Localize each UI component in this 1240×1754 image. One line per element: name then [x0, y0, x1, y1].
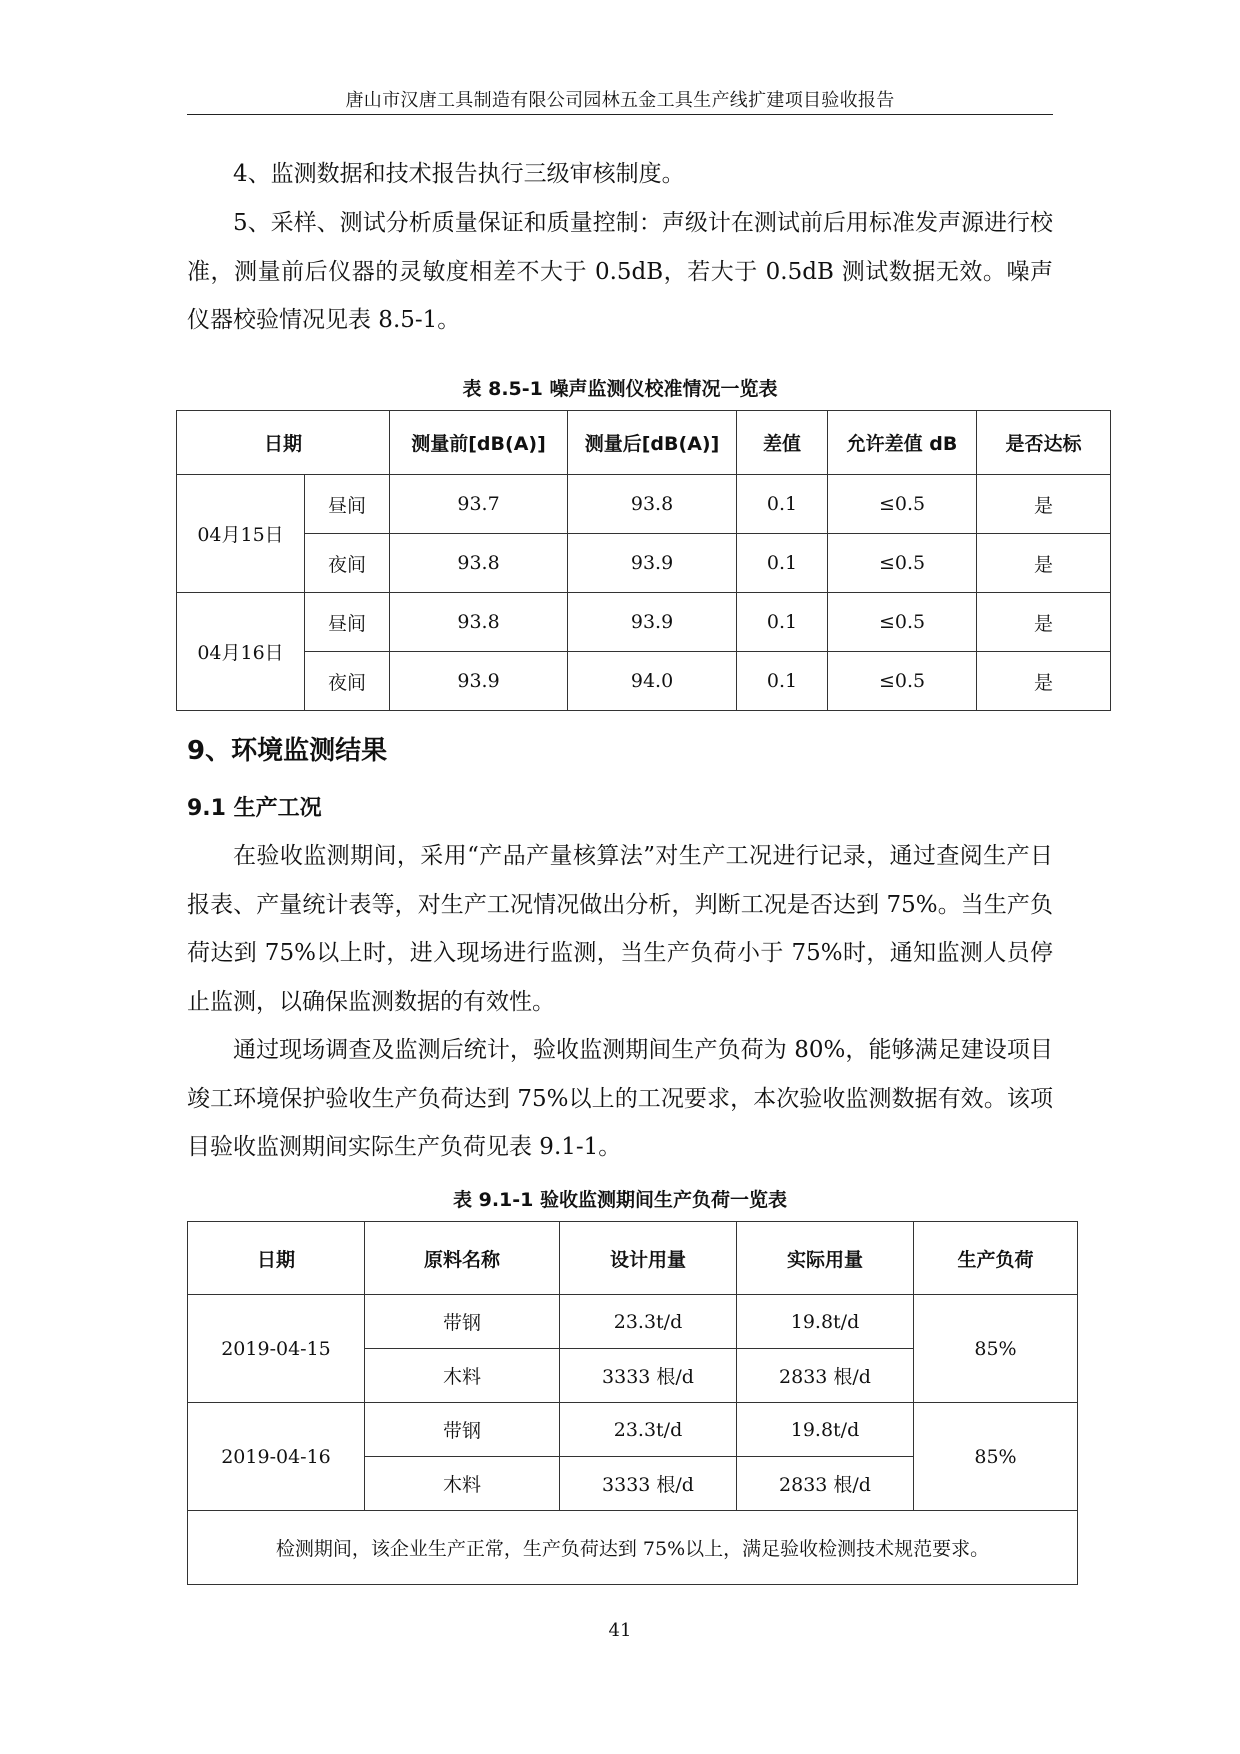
pass-cell: 是: [977, 593, 1111, 652]
design-cell: 3333 根/d: [560, 1457, 737, 1511]
column-header-after: 测量后[dB(A)]: [568, 411, 737, 475]
after-cell: 93.9: [568, 593, 737, 652]
pass-cell: 是: [977, 652, 1111, 711]
design-cell: 23.3t/d: [560, 1295, 737, 1349]
table-caption-9-1-1: 表 9.1-1 验收监测期间生产负荷一览表: [453, 1189, 787, 1211]
table-note-row: [188, 1511, 1078, 1585]
pass-cell: 是: [977, 534, 1111, 593]
paragraph-item-5: 5、采样、测试分析质量保证和质量控制：声级计在测试前后用标准发声源进行校准，测量前后仪器的灵敏度相差不大于 0.5dB，若大于 0.5dB 测试数据无效。噪声仪器校验情况见表 8.5-1。: [187, 210, 1053, 333]
table-header-row: [188, 1222, 1078, 1295]
table-row: [188, 1295, 1078, 1349]
table-note: 检测期间，该企业生产正常，生产负荷达到 75%以上，满足验收检测技术规范要求。: [188, 1511, 1078, 1585]
column-header-actual: 实际用量: [737, 1222, 914, 1295]
diff-cell: 0.1: [737, 593, 828, 652]
load-cell: 85%: [914, 1295, 1078, 1403]
material-cell: 木料: [365, 1457, 560, 1511]
column-header-material: 原料名称: [365, 1222, 560, 1295]
table-row: [188, 1403, 1078, 1457]
date-cell: 2019-04-15: [188, 1295, 365, 1403]
before-cell: 93.8: [390, 534, 568, 593]
before-cell: 93.9: [390, 652, 568, 711]
material-cell: 带钢: [365, 1403, 560, 1457]
column-header-date: 日期: [188, 1222, 365, 1295]
date-cell: 04月15日: [177, 475, 305, 593]
column-header-diff: 差值: [737, 411, 828, 475]
actual-cell: 2833 根/d: [737, 1349, 914, 1403]
period-cell: 夜间: [305, 534, 390, 593]
production-load-table: [187, 1221, 1078, 1585]
allowed-cell: ≤0.5: [828, 593, 977, 652]
column-header-date: 日期: [177, 411, 390, 475]
column-header-before: 测量前[dB(A)]: [390, 411, 568, 475]
paragraph-production-load: 通过现场调查及监测后统计，验收监测期间生产负荷为 80%，能够满足建设项目竣工环境保护验收生产负荷达到 75%以上的工况要求，本次验收监测数据有效。该项目验收监测期间实际生产负荷见表 9.1-1。: [187, 1037, 1053, 1160]
page-header-title: 唐山市汉唐工具制造有限公司园林五金工具生产线扩建项目验收报告: [345, 90, 895, 111]
paragraph-item-4: 4、监测数据和技术报告执行三级审核制度。: [233, 161, 685, 187]
after-cell: 94.0: [568, 652, 737, 711]
actual-cell: 2833 根/d: [737, 1457, 914, 1511]
design-cell: 3333 根/d: [560, 1349, 737, 1403]
column-header-pass: 是否达标: [977, 411, 1111, 475]
table-row: [177, 534, 1111, 593]
allowed-cell: ≤0.5: [828, 534, 977, 593]
paragraph-production-method: 在验收监测期间，采用“产品产量核算法”对生产工况进行记录，通过查阅生产日报表、产量统计表等，对生产工况情况做出分析，判断工况是否达到 75%。当生产负荷达到 75%以上时，进入现场进行监测，当生产负荷小于 75%时，通知监测人员停止监测，以确保监测数据的有效性。: [187, 843, 1053, 1015]
period-cell: 夜间: [305, 652, 390, 711]
table-row: [177, 652, 1111, 711]
header-divider: [187, 114, 1053, 115]
subsection-heading-9-1: 9.1 生产工况: [187, 796, 322, 821]
diff-cell: 0.1: [737, 652, 828, 711]
allowed-cell: ≤0.5: [828, 652, 977, 711]
actual-cell: 19.8t/d: [737, 1295, 914, 1349]
column-header-allowed: 允许差值 dB: [828, 411, 977, 475]
diff-cell: 0.1: [737, 475, 828, 534]
after-cell: 93.9: [568, 534, 737, 593]
design-cell: 23.3t/d: [560, 1403, 737, 1457]
noise-calibration-table: [176, 410, 1111, 711]
column-header-load: 生产负荷: [914, 1222, 1078, 1295]
section-heading-9: 9、环境监测结果: [187, 736, 388, 766]
actual-cell: 19.8t/d: [737, 1403, 914, 1457]
table-header-row: [177, 411, 1111, 475]
table-row: [177, 475, 1111, 534]
date-cell: 2019-04-16: [188, 1403, 365, 1511]
load-cell: 85%: [914, 1403, 1078, 1511]
period-cell: 昼间: [305, 475, 390, 534]
table-caption-8-5-1: 表 8.5-1 噪声监测仪校准情况一览表: [462, 378, 778, 400]
diff-cell: 0.1: [737, 534, 828, 593]
date-cell: 04月16日: [177, 593, 305, 711]
material-cell: 带钢: [365, 1295, 560, 1349]
table-row: [177, 593, 1111, 652]
after-cell: 93.8: [568, 475, 737, 534]
pass-cell: 是: [977, 475, 1111, 534]
material-cell: 木料: [365, 1349, 560, 1403]
period-cell: 昼间: [305, 593, 390, 652]
before-cell: 93.8: [390, 593, 568, 652]
column-header-design: 设计用量: [560, 1222, 737, 1295]
page-number: 41: [608, 1620, 632, 1641]
before-cell: 93.7: [390, 475, 568, 534]
allowed-cell: ≤0.5: [828, 475, 977, 534]
